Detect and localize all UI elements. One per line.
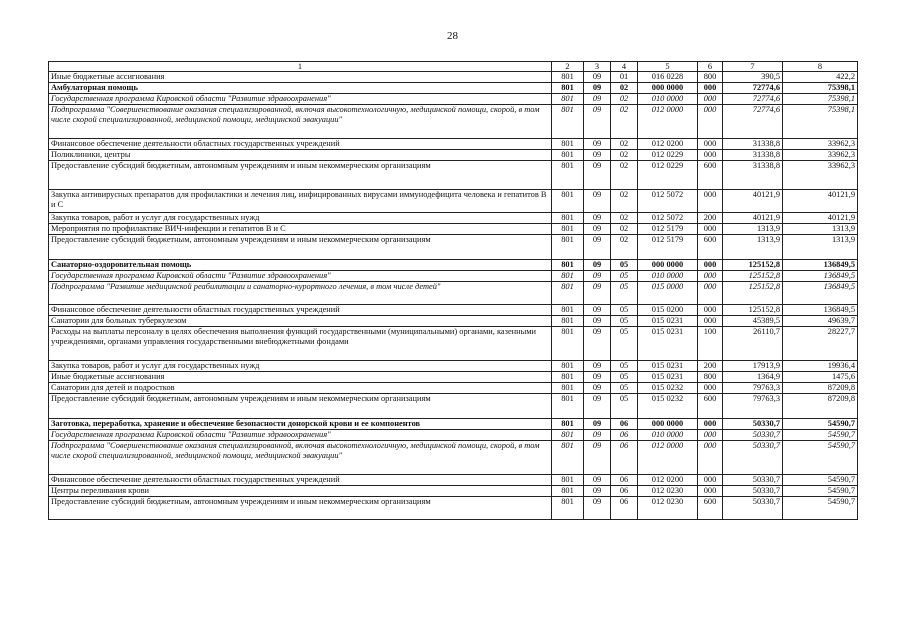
cell-amount-year2: 87209,8 [783,383,858,394]
cell-expense-type: 600 [698,394,723,419]
cell-admin-code: 801 [552,235,584,260]
table-row [49,271,858,282]
cell-amount-year1: 50330,7 [723,419,783,430]
cell-section: 09 [584,372,611,383]
cell-expense-type: 600 [698,235,723,260]
cell-expense-type: 000 [698,139,723,150]
cell-amount-year2: 33962,3 [783,150,858,161]
cell-amount-year2: 54590,7 [783,486,858,497]
cell-admin-code: 801 [552,213,584,224]
cell-target-article: 010 0000 [638,271,698,282]
table-row [49,213,858,224]
cell-subsection: 05 [611,271,638,282]
header-cell: 7 [723,62,783,72]
cell-section: 09 [584,94,611,105]
cell-name: Закупка антивирусных препаратов для профилактики и лечения лиц, инфицированных вирусами иммунодефицита человека и гепатитов В и С [49,190,552,213]
table-row [49,305,858,316]
cell-amount-year1: 17913,9 [723,361,783,372]
cell-subsection: 06 [611,441,638,475]
table-row [49,394,858,419]
cell-expense-type: 000 [698,105,723,139]
cell-amount-year2: 54590,7 [783,441,858,475]
cell-amount-year2: 49639,7 [783,316,858,327]
cell-admin-code: 801 [552,486,584,497]
cell-expense-type: 000 [698,441,723,475]
table-row [49,150,858,161]
cell-expense-type: 000 [698,475,723,486]
cell-name: Иные бюджетные ассигнования [49,372,552,383]
cell-amount-year1: 72774,6 [723,105,783,139]
cell-amount-year1: 50330,7 [723,430,783,441]
cell-admin-code: 801 [552,105,584,139]
cell-admin-code: 801 [552,419,584,430]
cell-admin-code: 801 [552,83,584,94]
cell-amount-year1: 1313,9 [723,235,783,260]
cell-section: 09 [584,213,611,224]
cell-section: 09 [584,316,611,327]
cell-expense-type: 000 [698,190,723,213]
cell-amount-year2: 136849,5 [783,305,858,316]
cell-amount-year2: 75398,1 [783,83,858,94]
cell-amount-year1: 125152,8 [723,260,783,271]
cell-target-article: 000 0000 [638,83,698,94]
cell-amount-year2: 87209,8 [783,394,858,419]
cell-amount-year1: 31338,8 [723,150,783,161]
cell-amount-year1: 31338,8 [723,161,783,190]
cell-amount-year2: 33962,3 [783,161,858,190]
cell-subsection: 02 [611,83,638,94]
page-number: 28 [447,30,458,42]
cell-expense-type: 000 [698,271,723,282]
cell-admin-code: 801 [552,497,584,520]
cell-subsection: 05 [611,327,638,361]
table-row [49,383,858,394]
cell-name: Расходы на выплаты персоналу в целях обеспечения выполнения функций государственными (муниципальными) органами, казенными учреждениями, органами управления государственными внебюджетными фондами [49,327,552,361]
table-header-row [49,62,858,72]
cell-admin-code: 801 [552,372,584,383]
cell-admin-code: 801 [552,94,584,105]
cell-admin-code: 801 [552,361,584,372]
table-row [49,419,858,430]
cell-target-article: 015 0231 [638,361,698,372]
cell-amount-year2: 75398,1 [783,105,858,139]
cell-subsection: 02 [611,161,638,190]
cell-name: Иные бюджетные ассигнования [49,72,552,83]
cell-admin-code: 801 [552,282,584,305]
cell-amount-year1: 125152,8 [723,271,783,282]
cell-expense-type: 800 [698,372,723,383]
cell-section: 09 [584,260,611,271]
cell-amount-year2: 54590,7 [783,430,858,441]
cell-target-article: 012 5179 [638,235,698,260]
cell-amount-year1: 1364,9 [723,372,783,383]
cell-section: 09 [584,105,611,139]
cell-section: 09 [584,497,611,520]
table-row [49,105,858,139]
cell-section: 09 [584,271,611,282]
cell-expense-type: 000 [698,316,723,327]
header-cell: 4 [611,62,638,72]
header-cell: 3 [584,62,611,72]
cell-target-article: 012 0000 [638,105,698,139]
cell-target-article: 012 0200 [638,475,698,486]
cell-target-article: 012 0200 [638,139,698,150]
cell-amount-year1: 72774,6 [723,94,783,105]
cell-name: Мероприятия по профилактике ВИЧ-инфекции и гепатитов В и С [49,224,552,235]
cell-target-article: 000 0000 [638,419,698,430]
cell-section: 09 [584,83,611,94]
cell-section: 09 [584,150,611,161]
cell-expense-type: 000 [698,430,723,441]
header-cell: 8 [783,62,858,72]
cell-admin-code: 801 [552,305,584,316]
cell-name: Государственная программа Кировской области "Развитие здравоохранения" [49,271,552,282]
cell-subsection: 02 [611,213,638,224]
cell-amount-year1: 50330,7 [723,441,783,475]
cell-amount-year1: 1313,9 [723,224,783,235]
cell-subsection: 06 [611,486,638,497]
cell-subsection: 02 [611,139,638,150]
cell-target-article: 010 0000 [638,430,698,441]
cell-target-article: 015 0231 [638,327,698,361]
cell-name: Предоставление субсидий бюджетным, автономным учреждениям и иным некоммерческим организациям [49,235,552,260]
cell-expense-type: 000 [698,383,723,394]
table-row [49,361,858,372]
cell-expense-type: 000 [698,260,723,271]
header-cell: 1 [49,62,552,72]
cell-admin-code: 801 [552,383,584,394]
cell-name: Государственная программа Кировской области "Развитие здравоохранения" [49,430,552,441]
cell-name: Центры переливания крови [49,486,552,497]
cell-subsection: 05 [611,394,638,419]
cell-target-article: 015 0000 [638,282,698,305]
cell-name: Закупка товаров, работ и услуг для государственных нужд [49,361,552,372]
table-row [49,190,858,213]
cell-amount-year2: 136849,5 [783,271,858,282]
cell-subsection: 05 [611,316,638,327]
cell-target-article: 015 0231 [638,372,698,383]
cell-name: Поликлиники, центры [49,150,552,161]
cell-admin-code: 801 [552,441,584,475]
cell-name: Финансовое обеспечение деятельности областных государственных учреждений [49,305,552,316]
cell-name: Предоставление субсидий бюджетным, автономным учреждениям и иным некоммерческим организациям [49,497,552,520]
cell-target-article: 010 0000 [638,94,698,105]
cell-amount-year1: 72774,6 [723,83,783,94]
cell-expense-type: 000 [698,94,723,105]
table-row [49,260,858,271]
cell-expense-type: 000 [698,83,723,94]
table-row [49,486,858,497]
cell-amount-year2: 54590,7 [783,419,858,430]
table-row [49,83,858,94]
cell-section: 09 [584,305,611,316]
cell-name: Заготовка, переработка, хранение и обеспечение безопасности донорской крови и ее компонентов [49,419,552,430]
cell-target-article: 015 0232 [638,394,698,419]
cell-expense-type: 000 [698,282,723,305]
cell-amount-year1: 40121,9 [723,213,783,224]
cell-amount-year2: 33962,3 [783,139,858,150]
cell-expense-type: 000 [698,419,723,430]
cell-name: Предоставление субсидий бюджетным, автономным учреждениям и иным некоммерческим организациям [49,394,552,419]
cell-amount-year1: 26110,7 [723,327,783,361]
cell-name: Подпрограмма "Совершенствование оказания специализированной, включая высокотехнологичную, медицинской помощи, скорой, в том числе скорой специализированной, медицинской помощи, медицинской эвакуации" [49,105,552,139]
cell-subsection: 05 [611,260,638,271]
cell-section: 09 [584,190,611,213]
cell-expense-type: 000 [698,486,723,497]
cell-name: Подпрограмма "Совершенствование оказания специализированной, включая высокотехнологичную, медицинской помощи, скорой, в том числе скорой специализированной, медицинской помощи, медицинской эвакуации" [49,441,552,475]
cell-amount-year1: 50330,7 [723,486,783,497]
cell-section: 09 [584,430,611,441]
table-row [49,497,858,520]
cell-amount-year2: 54590,7 [783,475,858,486]
cell-expense-type: 800 [698,72,723,83]
cell-amount-year2: 19936,4 [783,361,858,372]
cell-target-article: 012 5072 [638,213,698,224]
cell-subsection: 05 [611,305,638,316]
cell-amount-year2: 1313,9 [783,224,858,235]
cell-section: 09 [584,419,611,430]
cell-target-article: 012 5179 [638,224,698,235]
cell-target-article: 015 0231 [638,316,698,327]
cell-amount-year1: 125152,8 [723,282,783,305]
cell-section: 09 [584,139,611,150]
cell-admin-code: 801 [552,139,584,150]
cell-section: 09 [584,383,611,394]
cell-subsection: 05 [611,361,638,372]
cell-target-article: 016 0228 [638,72,698,83]
cell-section: 09 [584,441,611,475]
cell-admin-code: 801 [552,161,584,190]
table-row [49,327,858,361]
cell-name: Санатории для детей и подростков [49,383,552,394]
cell-section: 09 [584,282,611,305]
cell-amount-year1: 390,5 [723,72,783,83]
cell-subsection: 01 [611,72,638,83]
cell-target-article: 012 0230 [638,486,698,497]
cell-subsection: 06 [611,497,638,520]
cell-expense-type: 200 [698,213,723,224]
cell-name: Финансовое обеспечение деятельности областных государственных учреждений [49,475,552,486]
cell-amount-year1: 79763,3 [723,383,783,394]
table-row [49,282,858,305]
cell-amount-year2: 136849,5 [783,282,858,305]
cell-name: Амбулаторная помощь [49,83,552,94]
cell-expense-type: 600 [698,161,723,190]
cell-subsection: 06 [611,475,638,486]
cell-expense-type: 000 [698,224,723,235]
cell-admin-code: 801 [552,327,584,361]
cell-amount-year2: 1475,6 [783,372,858,383]
cell-section: 09 [584,361,611,372]
cell-amount-year2: 136849,5 [783,260,858,271]
cell-target-article: 015 0232 [638,383,698,394]
cell-amount-year1: 125152,8 [723,305,783,316]
cell-name: Финансовое обеспечение деятельности областных государственных учреждений [49,139,552,150]
table-row [49,235,858,260]
cell-admin-code: 801 [552,316,584,327]
header-cell: 5 [638,62,698,72]
table-row [49,224,858,235]
table-row [49,475,858,486]
header-cell: 6 [698,62,723,72]
cell-subsection: 02 [611,235,638,260]
cell-section: 09 [584,72,611,83]
cell-target-article: 012 0230 [638,497,698,520]
cell-amount-year2: 75398,1 [783,94,858,105]
cell-target-article: 015 0200 [638,305,698,316]
cell-amount-year1: 45389,5 [723,316,783,327]
cell-subsection: 02 [611,105,638,139]
cell-subsection: 06 [611,419,638,430]
cell-name: Закупка товаров, работ и услуг для государственных нужд [49,213,552,224]
cell-admin-code: 801 [552,150,584,161]
table-row [49,430,858,441]
cell-admin-code: 801 [552,260,584,271]
cell-admin-code: 801 [552,224,584,235]
cell-subsection: 06 [611,430,638,441]
cell-amount-year1: 40121,9 [723,190,783,213]
cell-name: Подпрограмма "Развитие медицинской реабилитации и санаторно-курортного лечения, в том числе детей" [49,282,552,305]
cell-subsection: 02 [611,94,638,105]
header-cell: 2 [552,62,584,72]
cell-expense-type: 200 [698,361,723,372]
cell-amount-year2: 54590,7 [783,497,858,520]
cell-section: 09 [584,161,611,190]
cell-name: Санаторно-оздоровительная помощь [49,260,552,271]
cell-admin-code: 801 [552,190,584,213]
cell-name: Предоставление субсидий бюджетным, автономным учреждениям и иным некоммерческим организациям [49,161,552,190]
cell-target-article: 012 0229 [638,161,698,190]
table-row [49,316,858,327]
table-row [49,72,858,83]
cell-subsection: 02 [611,150,638,161]
cell-expense-type: 000 [698,305,723,316]
cell-section: 09 [584,235,611,260]
cell-section: 09 [584,394,611,419]
cell-section: 09 [584,486,611,497]
cell-section: 09 [584,224,611,235]
cell-admin-code: 801 [552,72,584,83]
cell-expense-type: 000 [698,150,723,161]
cell-amount-year1: 79763,3 [723,394,783,419]
cell-subsection: 05 [611,383,638,394]
cell-section: 09 [584,475,611,486]
cell-amount-year1: 50330,7 [723,497,783,520]
cell-amount-year1: 50330,7 [723,475,783,486]
table-row [49,372,858,383]
cell-name: Государственная программа Кировской области "Развитие здравоохранения" [49,94,552,105]
cell-amount-year2: 1313,9 [783,235,858,260]
cell-section: 09 [584,327,611,361]
cell-subsection: 02 [611,224,638,235]
cell-target-article: 012 0229 [638,150,698,161]
cell-amount-year2: 422,2 [783,72,858,83]
table-row [49,139,858,150]
cell-subsection: 05 [611,372,638,383]
cell-admin-code: 801 [552,394,584,419]
cell-admin-code: 801 [552,271,584,282]
cell-admin-code: 801 [552,430,584,441]
table-row [49,441,858,475]
table-row [49,161,858,190]
cell-amount-year2: 40121,9 [783,190,858,213]
cell-amount-year2: 28227,7 [783,327,858,361]
cell-name: Санатории для больных туберкулезом [49,316,552,327]
cell-subsection: 05 [611,282,638,305]
cell-target-article: 012 5072 [638,190,698,213]
budget-table [48,61,858,520]
cell-expense-type: 600 [698,497,723,520]
cell-subsection: 02 [611,190,638,213]
cell-target-article: 000 0000 [638,260,698,271]
cell-amount-year2: 40121,9 [783,213,858,224]
table-row [49,94,858,105]
cell-admin-code: 801 [552,475,584,486]
cell-expense-type: 100 [698,327,723,361]
cell-target-article: 012 0000 [638,441,698,475]
cell-amount-year1: 31338,8 [723,139,783,150]
